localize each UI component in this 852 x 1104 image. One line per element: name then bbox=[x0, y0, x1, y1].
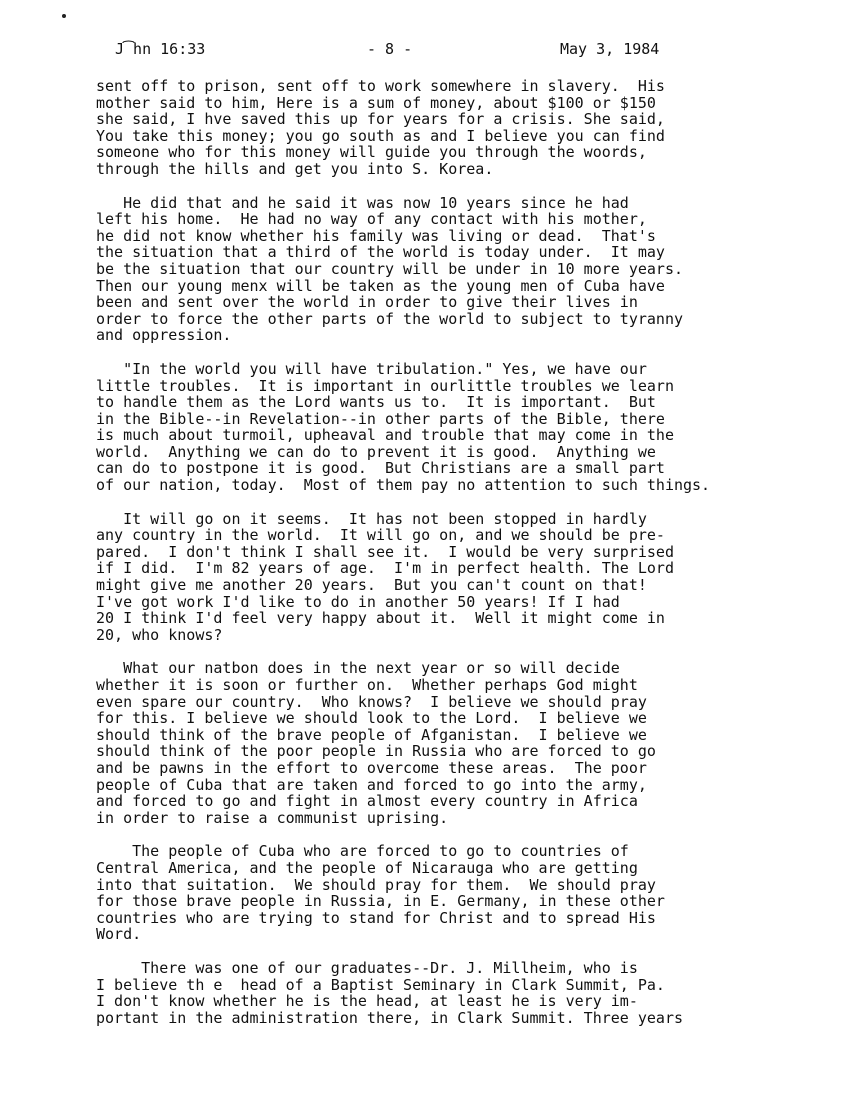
paragraph bbox=[96, 78, 816, 178]
text-line: I believe th e head of a Baptist Seminary in Clark Summit, Pa. bbox=[96, 975, 665, 994]
text-line: and oppression. bbox=[96, 326, 232, 345]
text-line: is much about turmoil, upheaval and trouble that may come in the bbox=[96, 426, 674, 445]
header-page-number: - 8 - bbox=[367, 40, 413, 58]
paragraph bbox=[96, 960, 816, 1026]
text-line: The people of Cuba who are forced to go to countries of bbox=[96, 842, 629, 861]
text-line: whether it is soon or further on. Whether perhaps God might bbox=[96, 676, 638, 694]
text-line: he did not know whether his family was living or dead. That's bbox=[96, 226, 656, 245]
text-line: and forced to go and fight in almost every country in Africa bbox=[96, 792, 638, 811]
text-line: through the hills and get you into S. Korea. bbox=[96, 159, 494, 178]
paragraph bbox=[96, 195, 816, 344]
text-line: should think of the poor people in Russia who are forced to go bbox=[96, 742, 656, 761]
text-line: sent off to prison, sent off to work somewhere in slavery. His bbox=[96, 77, 665, 95]
text-line: into that suitation. We should pray for them. We should pray bbox=[96, 875, 656, 894]
text-line: of our nation, today. Most of them pay no attention to such things. bbox=[96, 476, 711, 495]
text-line: she said, I hve saved this up for years for a crisis. She said, bbox=[96, 110, 665, 129]
text-line: Word. bbox=[96, 925, 142, 944]
paragraph bbox=[96, 843, 816, 943]
text-line: might give me another 20 years. But you can't count on that! bbox=[96, 576, 647, 595]
ink-speck bbox=[62, 14, 66, 18]
text-line: 20 I think I'd feel very happy about it. Well it might come in bbox=[96, 609, 665, 628]
header-date: May 3, 1984 bbox=[560, 40, 660, 58]
paragraph bbox=[96, 660, 816, 826]
text-line: even spare our country. Who knows? I believe we should pray bbox=[96, 692, 647, 711]
text-line: It will go on it seems. It has not been stopped in hardly bbox=[96, 509, 647, 528]
text-line: countries who are trying to stand for Christ and to spread His bbox=[96, 908, 656, 927]
text-line: Central America, and the people of Nicarauga who are getting bbox=[96, 858, 638, 877]
text-line: mother said to him, Here is a sum of money, about $100 or $150 bbox=[96, 93, 656, 112]
text-line: for those brave people in Russia, in E. Germany, in these other bbox=[96, 892, 665, 911]
paragraph bbox=[96, 361, 816, 494]
text-line: I don't know whether he is the head, at least he is very im- bbox=[96, 992, 638, 1011]
text-line: 20, who knows? bbox=[96, 625, 223, 644]
text-line: in the Bible--in Revelation--in other parts of the Bible, there bbox=[96, 409, 665, 428]
text-line: in order to raise a communist uprising. bbox=[96, 808, 449, 827]
text-line: if I did. I'm 82 years of age. I'm in perfect health. The Lord bbox=[96, 559, 674, 578]
text-line: You take this money; you go south as and I believe you can find bbox=[96, 126, 665, 145]
text-line: There was one of our graduates--Dr. J. Millheim, who is bbox=[96, 958, 638, 977]
text-line: been and sent over the world in order to give their lives in bbox=[96, 293, 638, 312]
text-line: little troubles. It is important in ourlittle troubles we learn bbox=[96, 376, 674, 395]
text-line: portant in the administration there, in Clark Summit. Three years bbox=[96, 1008, 683, 1027]
text-line: should think of the brave people of Afganistan. I believe we bbox=[96, 725, 647, 744]
document-body bbox=[96, 78, 816, 1043]
text-line: be the situation that our country will be under in 10 more years. bbox=[96, 259, 683, 278]
text-line: can do to postpone it is good. But Christians are a small part bbox=[96, 459, 665, 478]
text-line: and be pawns in the effort to overcome these areas. The poor bbox=[96, 758, 647, 777]
text-line: someone who for this money will guide you through the woords, bbox=[96, 143, 647, 162]
text-line: "In the world you will have tribulation." Yes, we have our bbox=[96, 359, 647, 378]
text-line: the situation that a third of the world is today under. It may bbox=[96, 243, 665, 262]
text-line: I've got work I'd like to do in another 50 years! If I had bbox=[96, 592, 620, 611]
text-line: to handle them as the Lord wants us to. It is important. But bbox=[96, 393, 656, 412]
page-header bbox=[115, 40, 695, 60]
text-line: any country in the world. It will go on, and we should be pre- bbox=[96, 526, 665, 545]
paragraph bbox=[96, 511, 816, 644]
text-line: people of Cuba that are taken and forced to go into the army, bbox=[96, 775, 647, 794]
text-line: pared. I don't think I shall see it. I would be very surprised bbox=[96, 542, 674, 561]
text-line: He did that and he said it was now 10 years since he had bbox=[96, 193, 629, 212]
text-line: world. Anything we can do to prevent it is good. Anything we bbox=[96, 442, 656, 461]
header-scripture-reference: J͡hn 16:33 bbox=[115, 40, 206, 58]
text-line: left his home. He had no way of any contact with his mother, bbox=[96, 210, 647, 229]
text-line: Then our young menx will be taken as the young men of Cuba have bbox=[96, 276, 665, 295]
text-line: What our natbon does in the next year or so will decide bbox=[96, 659, 620, 678]
text-line: order to force the other parts of the world to subject to tyranny bbox=[96, 309, 683, 328]
text-line: for this. I believe we should look to the Lord. I believe we bbox=[96, 709, 647, 728]
